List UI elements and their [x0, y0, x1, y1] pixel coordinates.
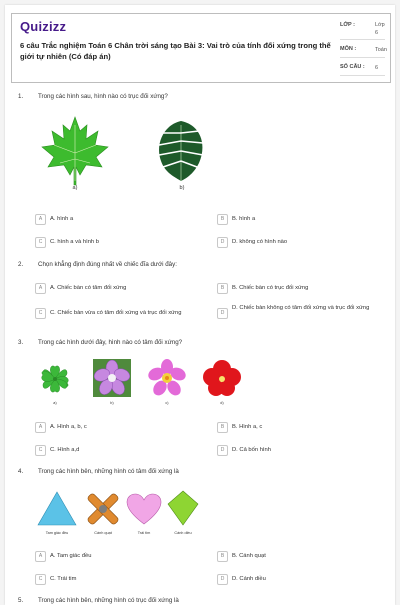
- answer-option-d[interactable]: [217, 304, 393, 324]
- option-text: A. Chiếc bàn có tâm đối xứng: [50, 285, 127, 291]
- triangle-icon: [37, 491, 77, 527]
- option-letter: D: [217, 237, 228, 248]
- answer-option-a[interactable]: [35, 213, 211, 226]
- brand-logo: Quizizz: [20, 19, 67, 34]
- red-flower-icon: [203, 360, 241, 396]
- question-text: Trong các hình sau, hình nào có trục đối xứng?: [38, 93, 168, 100]
- question-text: Trong các hình bên, những hình có tâm đối xứng là: [38, 468, 179, 475]
- class-label: LỚP :: [340, 22, 355, 28]
- question-count-label: SỐ CÂU :: [340, 64, 365, 70]
- option-text: B. Cánh quạt: [232, 553, 266, 559]
- answer-option-b[interactable]: [217, 282, 393, 295]
- option-letter: C: [35, 308, 46, 319]
- figure-caption: Trái tim: [137, 531, 151, 535]
- option-letter: D: [217, 445, 228, 456]
- option-letter: A: [35, 214, 46, 225]
- answer-option-b[interactable]: [217, 213, 393, 226]
- question-number: 5.: [18, 597, 24, 604]
- option-text: C. Hình a,d: [50, 447, 80, 453]
- question-number: 3.: [18, 339, 24, 346]
- answer-option-c[interactable]: [35, 573, 211, 586]
- option-text: A. Tam giác đều: [50, 553, 92, 559]
- question-text: Trong các hình dưới đây, hình nào có tâm đối xứng?: [38, 339, 183, 346]
- meta-divider: [340, 39, 385, 40]
- option-text: D. Chiếc bàn không có tâm đối xứng và trục đối xứng: [232, 305, 370, 311]
- figure-caption: b): [179, 185, 185, 191]
- answer-option-c[interactable]: [35, 307, 211, 320]
- page-title: 6 câu Trắc nghiệm Toán 6 Chân trời sáng tạo Bài 3: Vai trò của tính đối xứng trong thế giới tự nhiên (Có đáp án): [20, 41, 331, 61]
- option-text: C. Chiếc bàn vừa có tâm đối xứng và trục đối xứng: [50, 310, 182, 316]
- option-text: A. Hình a, b, c: [50, 424, 87, 430]
- option-letter: A: [35, 551, 46, 562]
- clover-icon: [37, 361, 73, 397]
- figure-caption: Tam giác đều: [45, 531, 69, 535]
- figure-caption: b): [110, 401, 114, 405]
- option-letter: B: [217, 283, 228, 294]
- option-letter: C: [35, 574, 46, 585]
- option-letter: C: [35, 237, 46, 248]
- answer-option-d[interactable]: [217, 573, 393, 586]
- question-number: 4.: [18, 468, 24, 475]
- question-text: Trong các hình bên, những hình có trục đối xứng là: [38, 597, 179, 604]
- option-letter: C: [35, 445, 46, 456]
- option-text: C. Trái tim: [50, 576, 77, 582]
- answer-option-b[interactable]: [217, 421, 393, 434]
- question-number: 1.: [18, 93, 24, 100]
- option-letter: B: [217, 214, 228, 225]
- fan-icon: [85, 491, 121, 527]
- monstera-leaf-icon: [155, 119, 207, 183]
- figure-caption: Cánh diều: [174, 531, 192, 535]
- option-text: A. hình a: [50, 216, 74, 222]
- option-text: B. Chiếc bàn có trục đối xứng: [232, 285, 309, 291]
- answer-option-d[interactable]: [217, 236, 393, 249]
- option-letter: B: [217, 551, 228, 562]
- option-text: C. hình a và hình b: [50, 239, 99, 245]
- heart-icon: [126, 493, 162, 525]
- figure-caption: Cánh quạt: [94, 531, 112, 535]
- answer-option-b[interactable]: [217, 550, 393, 563]
- pink-flower-icon: [148, 359, 186, 397]
- meta-divider: [340, 75, 385, 76]
- figure-caption: a): [53, 401, 57, 405]
- figure-caption: c): [165, 401, 169, 405]
- question-text: Chọn khẳng định đúng nhất về chiếc đĩa dưới đây:: [38, 261, 177, 268]
- option-text: B. Hình a, c: [232, 424, 263, 430]
- subject-value: Toán: [375, 47, 387, 53]
- answer-option-c[interactable]: [35, 444, 211, 457]
- figure-caption: a): [72, 185, 78, 191]
- option-letter: A: [35, 283, 46, 294]
- option-text: D. Cả bốn hình: [232, 447, 271, 453]
- answer-option-c[interactable]: [35, 236, 211, 249]
- violet-flower-icon: [93, 359, 131, 397]
- option-text: B. hình a: [232, 216, 256, 222]
- question-count-value: 6: [375, 65, 379, 71]
- option-letter: B: [217, 422, 228, 433]
- answer-option-a[interactable]: [35, 282, 211, 295]
- meta-divider: [340, 57, 385, 58]
- option-letter: D: [217, 574, 228, 585]
- question-number: 2.: [18, 261, 24, 268]
- subject-label: MÔN :: [340, 46, 357, 52]
- option-text: D. không có hình nào: [232, 239, 288, 245]
- worksheet-page: [5, 5, 395, 605]
- kite-icon: [167, 490, 199, 526]
- answer-option-a[interactable]: [35, 421, 211, 434]
- worksheet-header: [11, 13, 391, 83]
- option-letter: D: [217, 308, 228, 319]
- maple-leaf-icon: [40, 115, 110, 187]
- answer-option-a[interactable]: [35, 550, 211, 563]
- option-letter: A: [35, 422, 46, 433]
- class-value-line1: Lớp: [375, 22, 385, 28]
- figure-caption: d): [220, 401, 224, 405]
- class-value-line2: 6: [375, 30, 379, 36]
- option-text: D. Cánh diều: [232, 576, 266, 582]
- answer-option-d[interactable]: [217, 444, 393, 457]
